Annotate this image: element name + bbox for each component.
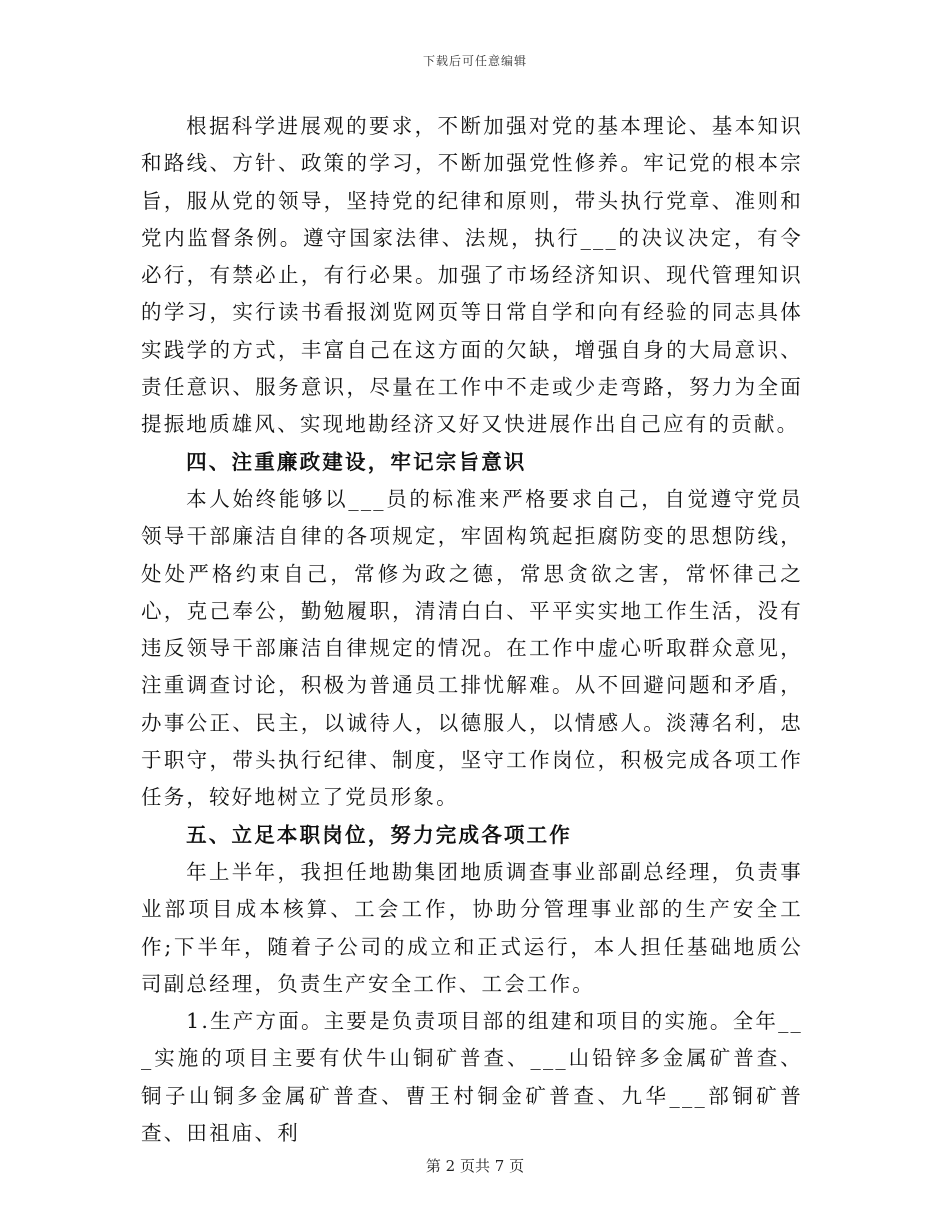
page-header-note: 下载后可任意编辑 — [422, 54, 527, 68]
document-body — [141, 108, 803, 1152]
page-number-footer: 第 2 页共 7 页 — [425, 1157, 525, 1175]
body-paragraph: 根据科学进展观的要求，不断加强对党的基本理论、基本知识和路线、方针、政策的学习，不断加强党性修养。牢记党的根本宗旨，服从党的领导，坚持党的纪律和原则，带头执行党章、准则和党内监督条例。遵守国家法律、法规，执行___的决议决定，有令必行，有禁必止，有行必果。加强了市场经济知识、现代管理知识的学习，实行读书看报浏览网页等日常自学和向有经验的同志具体实践学的方式，丰富自己在这方面的欠缺，增强自身的大局意识、责任意识、服务意识，尽量在工作中不走或少走弯路，努力为全面提振地质雄风、实现地勘经济又好又快进展作出自己应有的贡献。 — [141, 114, 803, 437]
section-heading-5: 五、立足本职岗位，努力完成各项工作 — [186, 822, 572, 847]
body-paragraph: 本人始终能够以___员的标准来严格要求自己，自觉遵守党员领导干部廉洁自律的各项规定，牢固构筑起拒腐防变的思想防线，处处严格约束自己，常修为政之德，常思贪欲之害，常怀律己之心，克己奉公，勤勉履职，清清白白、平平实实地工作生活，没有违反领导干部廉洁自律规定的情况。在工作中虚心听取群众意见，注重调查讨论，积极为普通员工排忧解难。从不回避问题和矛盾，办事公正、民主，以诚待人，以德服人，以情感人。淡薄名利，忠于职守，带头执行纪律、制度，坚守工作岗位，积极完成各项工作任务，较好地树立了党员形象。 — [141, 486, 803, 810]
section-heading-4: 四、注重廉政建设，牢记宗旨意识 — [186, 449, 527, 474]
body-paragraph: 年上半年，我担任地勘集团地质调查事业部副总经理，负责事业部项目成本核算、工会工作，协助分管理事业部的生产安全工作;下半年，随着子公司的成立和正式运行，本人担任基础地质公司副总经理，负责生产安全工作、工会工作。 — [141, 859, 803, 996]
body-paragraph: 1.生产方面。主要是负责项目部的组建和项目的实施。全年___实施的项目主要有伏牛山铜矿普查、___山铅锌多金属矿普查、铜子山铜多金属矿普查、曹王村铜金矿普查、九华___部铜矿普查、田祖庙、利 — [141, 1009, 803, 1146]
